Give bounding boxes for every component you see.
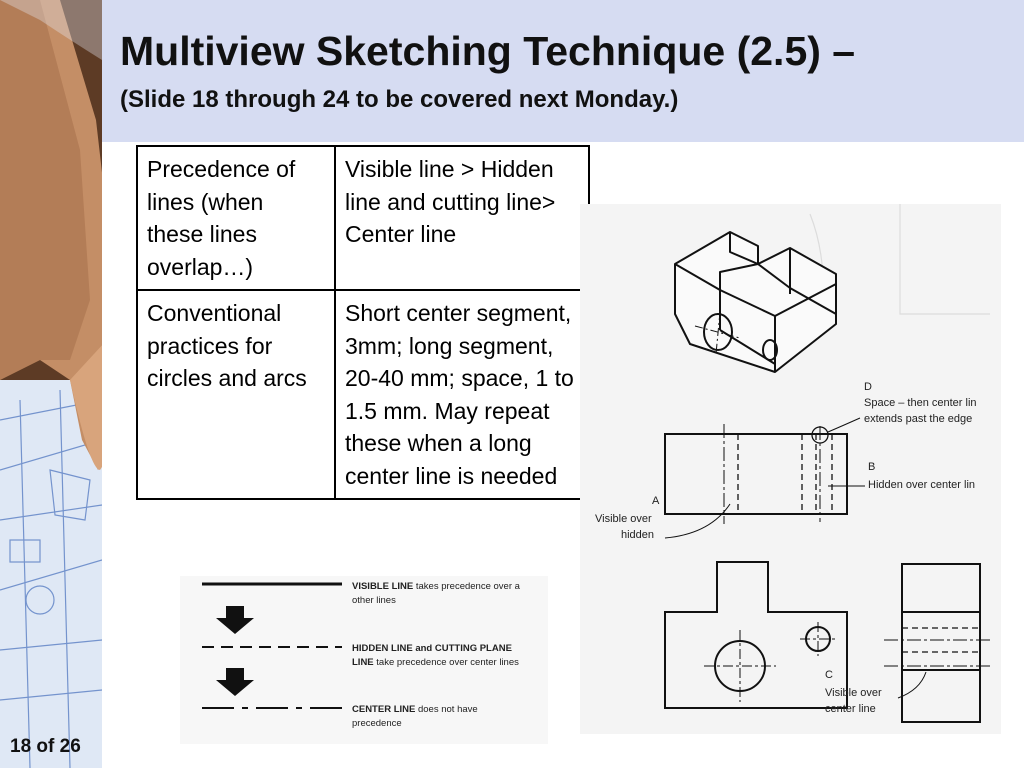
decorative-photo-strip [0,0,102,768]
label-d-text-1: Space – then center lin [864,397,977,409]
label-d-text-2: extends past the edge [864,413,973,425]
line-precedence-figure [180,576,548,744]
label-b: B [868,461,876,473]
label-c: C [825,669,833,681]
hidden-line-caption: HIDDEN LINE and CUTTING PLANE [352,643,512,654]
visible-line-caption-2: other lines [352,595,396,606]
label-b-text: Hidden over center lin [868,479,976,491]
table-cell-topic: Conventional practices for circles and arcs [137,290,335,499]
label-a-text-1: Visible over [595,513,652,525]
label-a: A [652,495,660,507]
slide-subtitle: (Slide 18 through 24 to be covered next Monday.) [120,86,679,113]
hidden-line-caption-2: LINE take precedence over center lines [352,657,519,668]
hand-blueprint-illustration [0,0,102,768]
multiview-drawing-figure [580,204,1001,734]
label-c-text-2: center line [825,703,876,715]
table-row [137,146,589,290]
slide-number: 18 of 26 [10,736,81,757]
table-row [137,290,589,499]
center-line-caption: CENTER LINE does not have [352,704,478,715]
label-a-text-2: hidden [621,529,655,541]
table-cell-detail: Visible line > Hidden line and cutting line> Center line [335,146,589,290]
table-cell-detail: Short center segment, 3mm; long segment, 20-40 mm; space, 1 to 1.5 mm. May repeat these when a long center line is needed [335,290,589,499]
label-d: D [864,381,872,393]
visible-line-caption: VISIBLE LINE takes precedence over a [352,581,520,592]
content-table [136,145,590,500]
label-c-text-1: Visible over [825,687,882,699]
table-cell-topic: Precedence of lines (when these lines overlap…) [137,146,335,290]
center-line-caption-2: precedence [352,718,402,729]
slide-title: Multiview Sketching Technique (2.5) – [120,28,856,74]
